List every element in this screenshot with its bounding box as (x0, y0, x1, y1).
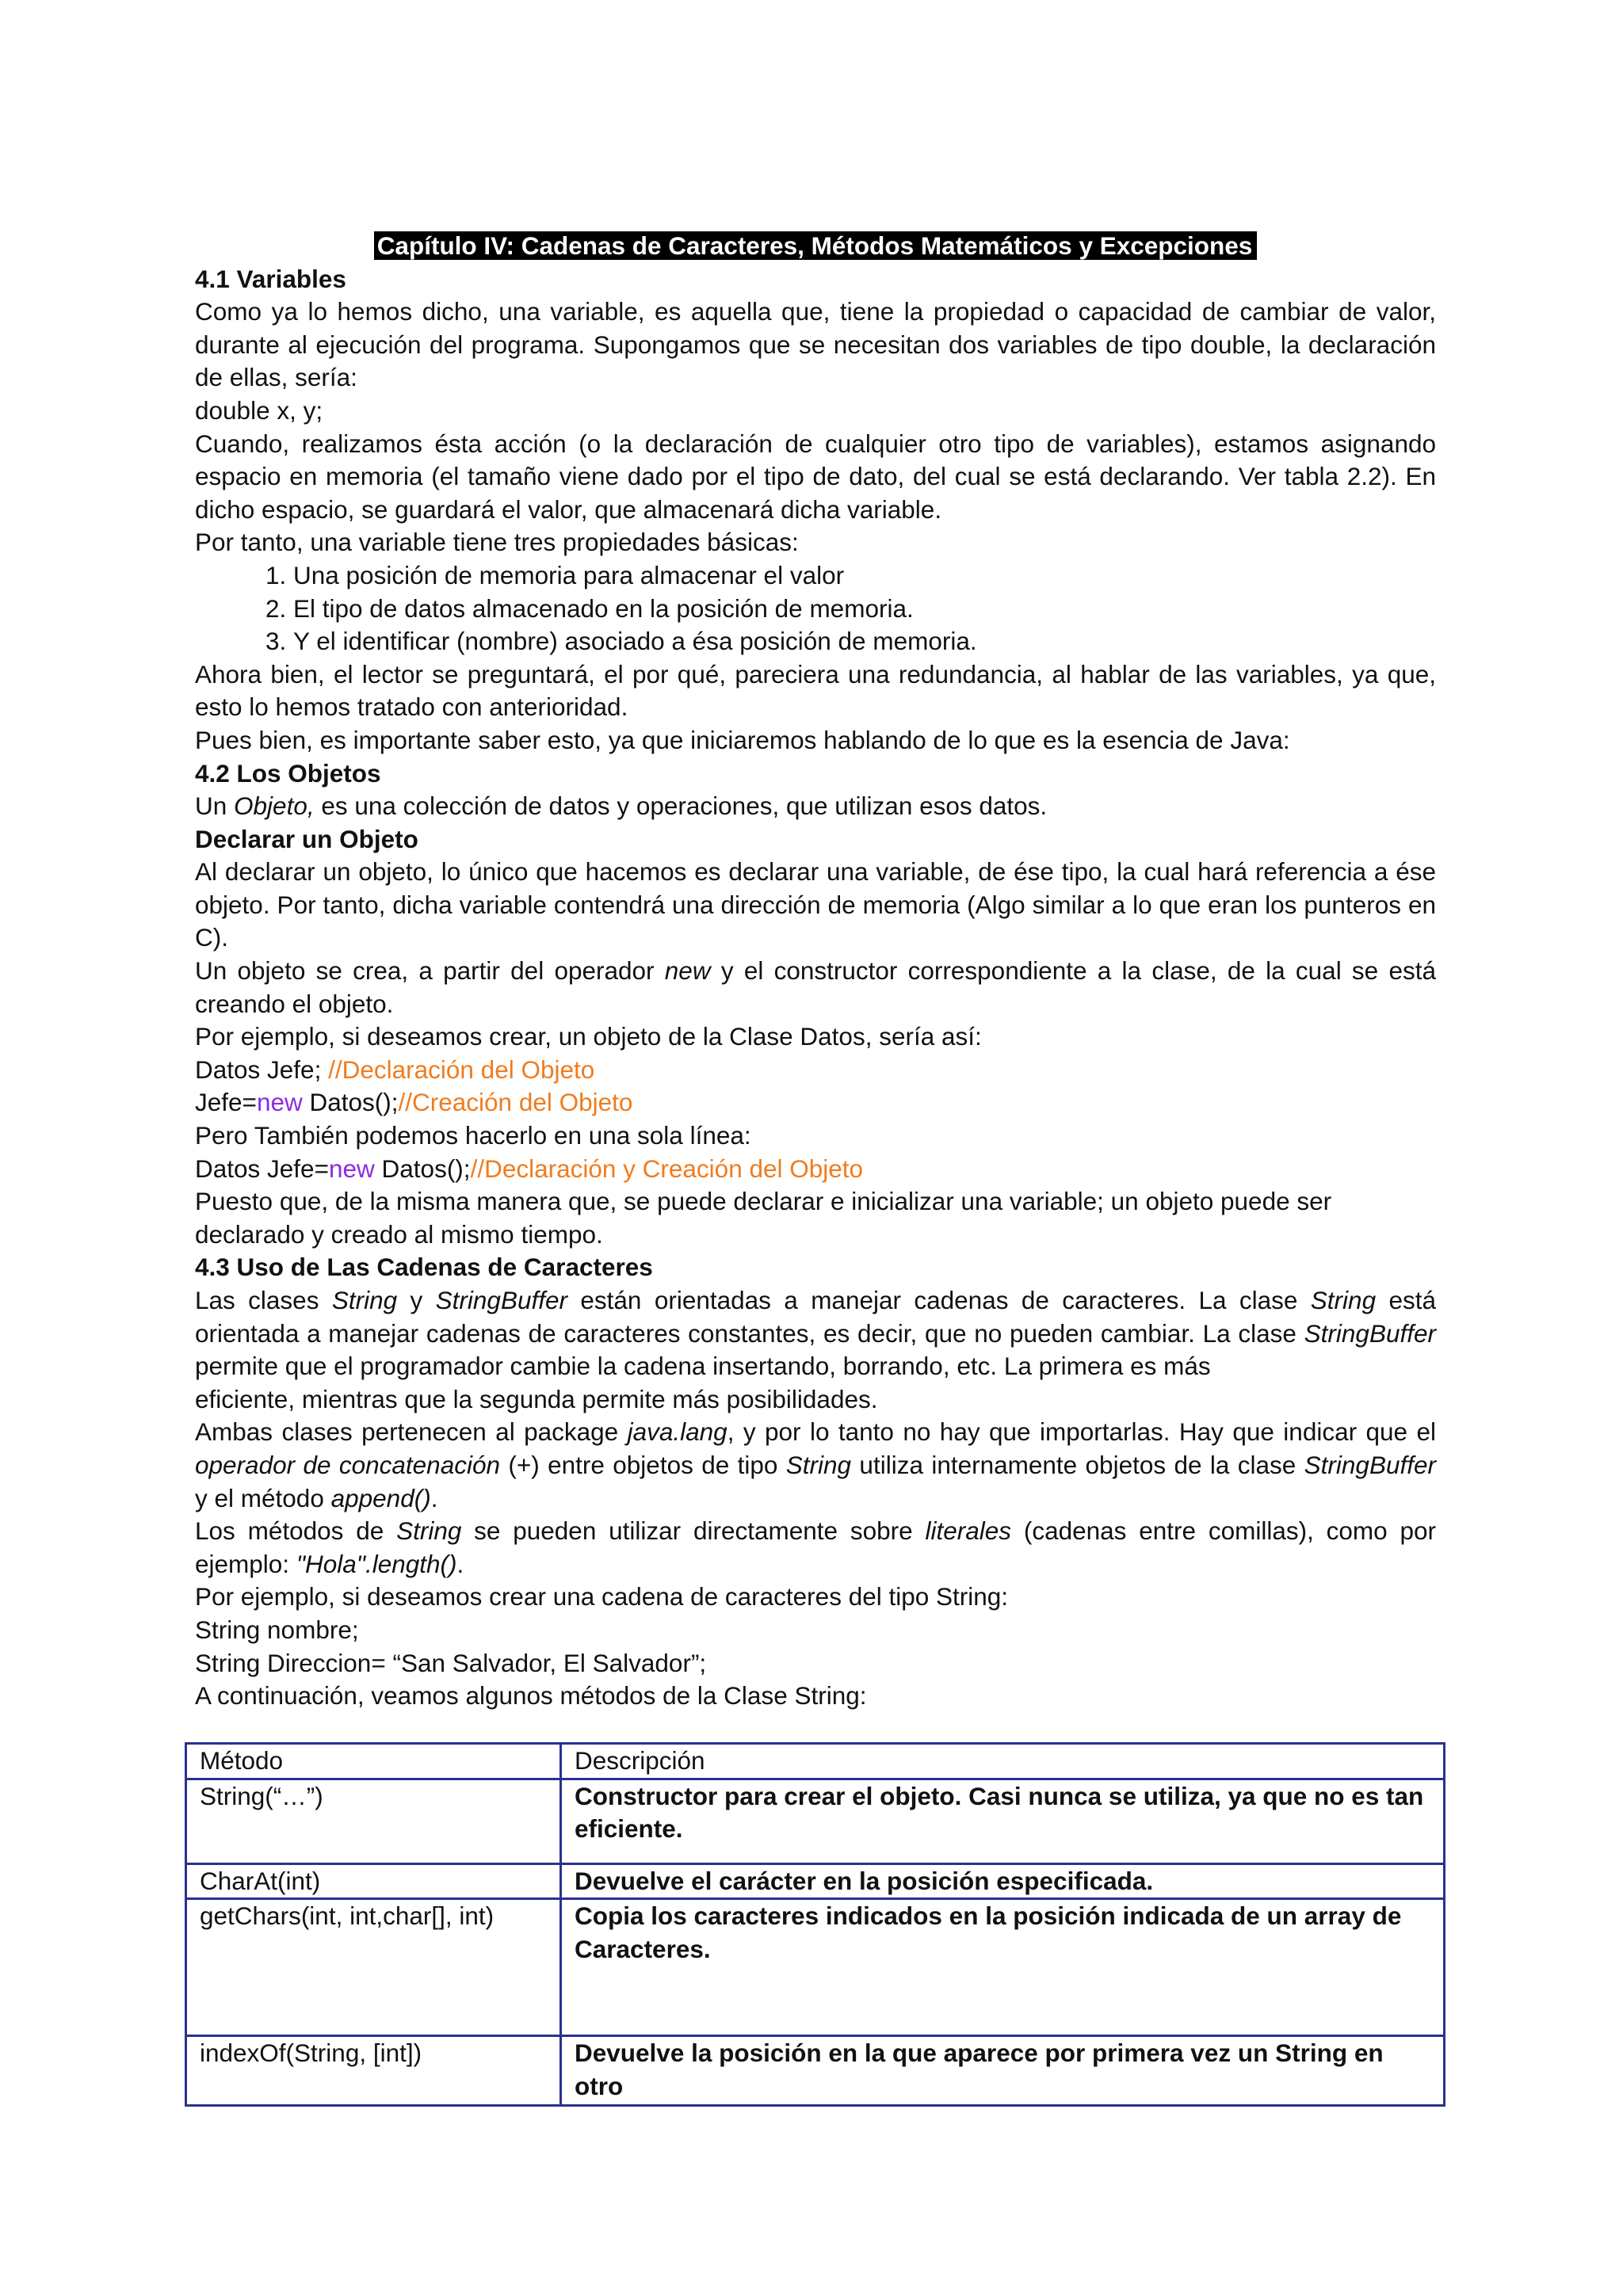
section-heading-4-3: 4.3 Uso de Las Cadenas de Caracteres (195, 1253, 653, 1282)
paragraph: Por tanto, una variable tiene tres propiedades básicas: (195, 528, 799, 557)
emphasis: literales (925, 1516, 1012, 1546)
paragraph: Por ejemplo, si deseamos crear una cadena de caracteres del tipo String: (195, 1582, 1009, 1611)
code-keyword: new (256, 1088, 303, 1117)
paragraph: Como ya lo hemos dicho, una variable, es aquella que, tiene la propiedad o capacidad de cambiar de valor, durante al ejecución del programa. Supongamos que se necesitan dos variables de tipo double, la declaración de ellas, sería: (195, 297, 1436, 392)
text-run: , y por lo tanto no hay que importarlas. Hay que indicar que el (727, 1417, 1436, 1447)
table-cell-description (561, 1899, 1445, 2036)
table-row (186, 1779, 1445, 1863)
text-run: es una colección de datos y operaciones, que utilizan esos datos. (314, 791, 1048, 821)
table-cell-description: Constructor para crear el objeto. Casi nunca se utiliza, ya que no es tan eficiente. (561, 1779, 1445, 1863)
emphasis: new (664, 956, 711, 986)
emphasis: append() (330, 1483, 431, 1512)
code-text: Jefe= (195, 1088, 257, 1117)
text-run: permite que el programador cambie la cadena insertando, borrando, etc. La primera es más (195, 1352, 1211, 1381)
text-run: y el método (195, 1483, 331, 1512)
table-header-row (186, 1744, 1445, 1779)
emphasis: String (785, 1450, 852, 1479)
emphasis: java.lang (627, 1417, 727, 1447)
code-text: Datos(); (302, 1088, 399, 1117)
text-run: están orientadas a manejar cadenas de caracteres. La clase (567, 1286, 1311, 1314)
paragraph: Puesto que, de la misma manera que, se puede declarar e inicializar una variable; un objeto puede ser declarado y creado al mismo tiempo. (195, 1187, 1332, 1249)
paragraph: A continuación, veamos algunos métodos de la Clase String: (195, 1681, 867, 1711)
table-row (186, 2036, 1445, 2106)
section-heading-4-1: 4.1 Variables (195, 264, 346, 293)
code-line (195, 1054, 1436, 1087)
code-keyword: new (328, 1154, 375, 1183)
text-run: Un (195, 791, 235, 821)
emphasis: String (1310, 1286, 1377, 1314)
section-heading-4-2: 4.2 Los Objetos (195, 758, 381, 788)
paragraph: Al declarar un objeto, lo único que hacemos es declarar una variable, de ése tipo, la cual hará referencia a ése objeto. Por tanto, dicha variable contendrá una dirección de memoria (Algo similar a lo que eran los punteros en C). (195, 857, 1436, 952)
table-cell-method: CharAt(int) (186, 1863, 561, 1899)
paragraph (195, 955, 1436, 1020)
paragraph: Cuando, realizamos ésta acción (o la declaración de cualquier otro tipo de variables), estamos asignando espacio en memoria (el tamaño viene dado por el tipo de dato, del cual se está declarando. Ver tabla 2.2). En dicho espacio, se guardará el valor, que almacenará dicha variable. (195, 429, 1436, 524)
chapter-title-line (195, 230, 1436, 263)
paragraph: Pues bien, es importante saber esto, ya que iniciaremos hablando de lo que es la esencia de Java: (195, 725, 1290, 754)
emphasis: StringBuffer (435, 1286, 567, 1314)
code-comment: //Declaración y Creación del Objeto (470, 1154, 864, 1183)
text-run: (+) entre objetos de tipo (500, 1450, 786, 1479)
text-run: . (430, 1483, 438, 1512)
code-comment: //Declaración del Objeto (328, 1055, 595, 1084)
table-header-cell: Método (186, 1744, 561, 1779)
paragraph (195, 1284, 1436, 1383)
list-item: 3. Y el identificar (nombre) asociado a ésa posición de memoria. (293, 625, 1436, 658)
table-cell-description: Devuelve la posición en la que aparece por primera vez un String en otro (561, 2036, 1445, 2106)
paragraph (195, 1515, 1436, 1581)
code-line: String nombre; (195, 1615, 359, 1644)
table-cell-method: indexOf(String, [int]) (186, 2036, 561, 2106)
list-item: 1. Una posición de memoria para almacenar el valor (293, 559, 1436, 593)
code-text: Datos Jefe= (195, 1154, 329, 1183)
list-item: 2. El tipo de datos almacenado en la posición de memoria. (293, 593, 1436, 626)
cell-line: Caracteres. (575, 1934, 711, 1963)
emphasis: String (331, 1286, 398, 1314)
paragraph (195, 790, 1436, 823)
code-text: Datos(); (374, 1154, 471, 1183)
emphasis: StringBuffer (1304, 1318, 1436, 1348)
paragraph: Ahora bien, el lector se preguntará, el por qué, pareciera una redundancia, al hablar de las variables, ya que, esto lo hemos tratado con anterioridad. (195, 659, 1436, 722)
table-cell-method: getChars(int, int,char[], int) (186, 1899, 561, 2036)
code-text: Datos Jefe; (195, 1055, 329, 1084)
text-run: está orientada a manejar cadenas de caracteres constantes, es decir, que no pueden cambiar. La clase (195, 1286, 1437, 1348)
paragraph: Pero También podemos hacerlo en una sola línea: (195, 1121, 751, 1150)
text-run: Los métodos de (195, 1516, 397, 1546)
paragraph (195, 1416, 1436, 1515)
code-line (195, 1086, 1436, 1119)
cell-line: Copia los caracteres indicados en la posición indicada de un array de (575, 1901, 1402, 1931)
emphasis: StringBuffer (1304, 1450, 1436, 1479)
code-line: String Direccion= “San Salvador, El Salvador”; (195, 1648, 707, 1677)
text-run: utiliza internamente objetos de la clase (851, 1450, 1304, 1479)
text-run: y (397, 1286, 436, 1314)
table-row (186, 1899, 1445, 2036)
text-run: se pueden utilizar directamente sobre (461, 1516, 926, 1546)
paragraph: eficiente, mientras que la segunda permite más posibilidades. (195, 1384, 878, 1413)
paragraph: Por ejemplo, si deseamos crear, un objeto de la Clase Datos, sería así: (195, 1022, 982, 1051)
subheading: Declarar un Objeto (195, 824, 418, 853)
emphasis: "Hola".length() (296, 1549, 457, 1578)
table-header-cell: Descripción (561, 1744, 1445, 1779)
code-line (195, 1153, 1436, 1186)
code-comment: //Creación del Objeto (398, 1088, 633, 1117)
text-run: Ambas clases pertenecen al package (195, 1417, 628, 1447)
text-run: Un objeto se crea, a partir del operador (195, 956, 665, 986)
table-cell-description: Devuelve el carácter en la posición especificada. (561, 1863, 1445, 1899)
emphasis: Objeto, (234, 791, 315, 821)
emphasis: operador de concatenación (195, 1450, 501, 1479)
text-run: . (456, 1549, 464, 1578)
properties-list (195, 559, 1436, 658)
code-line: double x, y; (195, 395, 323, 425)
table-cell-method: String(“…”) (186, 1779, 561, 1863)
chapter-title: Capítulo IV: Cadenas de Caracteres, Métodos Matemáticos y Excepciones (374, 231, 1258, 260)
string-methods-table (185, 1742, 1445, 2107)
emphasis: String (396, 1516, 462, 1546)
table-row (186, 1863, 1445, 1899)
document-body (195, 230, 1436, 1713)
text-run: Las clases (195, 1286, 332, 1314)
text-run: (cadenas entre comillas), como por ejemplo: (195, 1516, 1436, 1578)
text-run: y el constructor correspondiente a la clase, de la cual se está creando el objeto. (195, 956, 1436, 1018)
